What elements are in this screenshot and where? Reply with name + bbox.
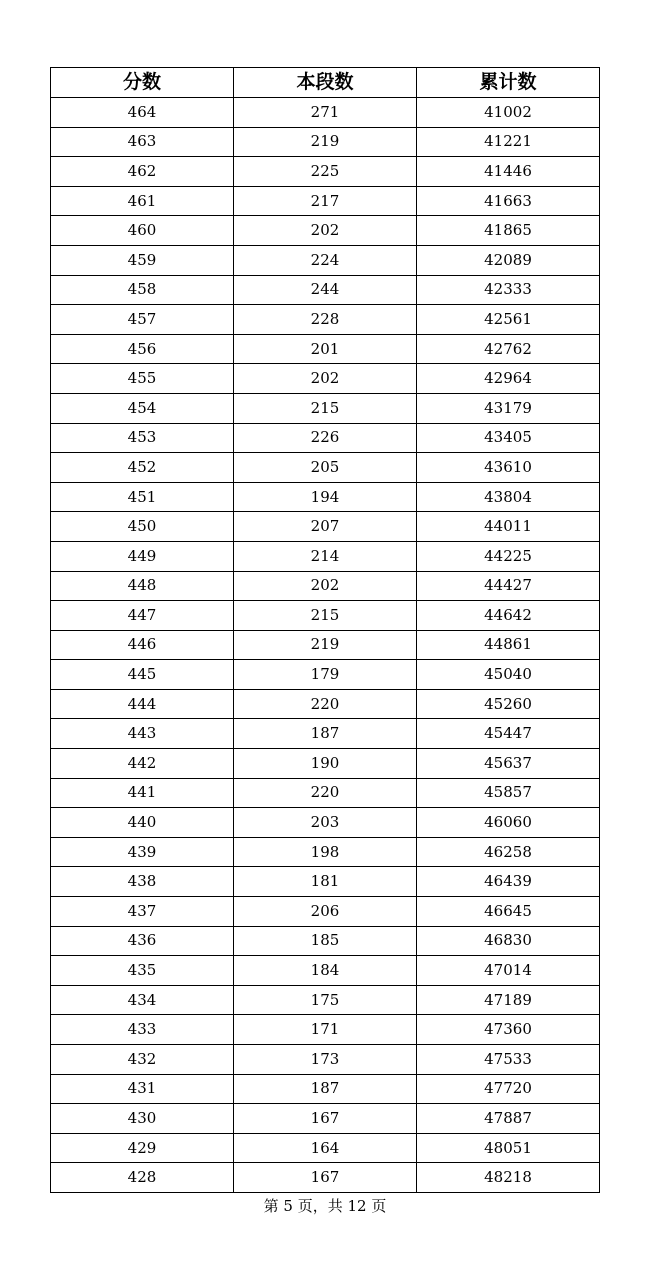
table-row xyxy=(51,186,600,216)
segment-count-cell: 187 xyxy=(234,719,417,749)
cumulative-count-cell: 44011 xyxy=(417,512,600,542)
score-cell: 440 xyxy=(51,808,234,838)
table-row xyxy=(51,1015,600,1045)
segment-count-cell: 214 xyxy=(234,541,417,571)
segment-count-cell: 226 xyxy=(234,423,417,453)
segment-count-cell: 184 xyxy=(234,956,417,986)
table-row xyxy=(51,749,600,779)
table-row xyxy=(51,837,600,867)
header-segment-count: 本段数 xyxy=(234,68,417,98)
table-row xyxy=(51,512,600,542)
segment-count-cell: 201 xyxy=(234,334,417,364)
cumulative-count-cell: 44642 xyxy=(417,601,600,631)
score-cell: 443 xyxy=(51,719,234,749)
score-cell: 461 xyxy=(51,186,234,216)
segment-count-cell: 220 xyxy=(234,689,417,719)
score-cell: 436 xyxy=(51,926,234,956)
table-row xyxy=(51,393,600,423)
table-row xyxy=(51,630,600,660)
table-row xyxy=(51,571,600,601)
table-header xyxy=(51,68,600,98)
cumulative-count-cell: 42333 xyxy=(417,275,600,305)
score-cell: 429 xyxy=(51,1133,234,1163)
table-row xyxy=(51,985,600,1015)
score-cell: 448 xyxy=(51,571,234,601)
table-row xyxy=(51,98,600,128)
cumulative-count-cell: 47360 xyxy=(417,1015,600,1045)
segment-count-cell: 173 xyxy=(234,1045,417,1075)
segment-count-cell: 202 xyxy=(234,364,417,394)
cumulative-count-cell: 48051 xyxy=(417,1133,600,1163)
cumulative-count-cell: 41221 xyxy=(417,127,600,157)
score-cell: 451 xyxy=(51,482,234,512)
table-row xyxy=(51,216,600,246)
score-cell: 446 xyxy=(51,630,234,660)
score-cell: 463 xyxy=(51,127,234,157)
score-cell: 437 xyxy=(51,897,234,927)
segment-count-cell: 190 xyxy=(234,749,417,779)
cumulative-count-cell: 43804 xyxy=(417,482,600,512)
table-row xyxy=(51,956,600,986)
cumulative-count-cell: 46060 xyxy=(417,808,600,838)
cumulative-count-cell: 47189 xyxy=(417,985,600,1015)
segment-count-cell: 202 xyxy=(234,216,417,246)
score-cell: 438 xyxy=(51,867,234,897)
page-number-footer: 第 5 页，共 12 页 xyxy=(263,1197,387,1215)
score-cell: 456 xyxy=(51,334,234,364)
cumulative-count-cell: 41446 xyxy=(417,157,600,187)
score-cell: 431 xyxy=(51,1074,234,1104)
segment-count-cell: 228 xyxy=(234,305,417,335)
score-cell: 449 xyxy=(51,541,234,571)
score-distribution-table xyxy=(50,67,600,1193)
table-row xyxy=(51,778,600,808)
score-cell: 444 xyxy=(51,689,234,719)
cumulative-count-cell: 47887 xyxy=(417,1104,600,1134)
cumulative-count-cell: 42762 xyxy=(417,334,600,364)
segment-count-cell: 179 xyxy=(234,660,417,690)
cumulative-count-cell: 47533 xyxy=(417,1045,600,1075)
segment-count-cell: 167 xyxy=(234,1104,417,1134)
segment-count-cell: 194 xyxy=(234,482,417,512)
score-cell: 442 xyxy=(51,749,234,779)
header-row xyxy=(51,68,600,98)
score-cell: 457 xyxy=(51,305,234,335)
table-row xyxy=(51,1074,600,1104)
score-cell: 441 xyxy=(51,778,234,808)
cumulative-count-cell: 45447 xyxy=(417,719,600,749)
table-row xyxy=(51,1104,600,1134)
score-cell: 450 xyxy=(51,512,234,542)
cumulative-count-cell: 42561 xyxy=(417,305,600,335)
score-cell: 454 xyxy=(51,393,234,423)
segment-count-cell: 171 xyxy=(234,1015,417,1045)
segment-count-cell: 207 xyxy=(234,512,417,542)
table-row xyxy=(51,926,600,956)
score-cell: 433 xyxy=(51,1015,234,1045)
segment-count-cell: 215 xyxy=(234,393,417,423)
segment-count-cell: 224 xyxy=(234,245,417,275)
table-row xyxy=(51,364,600,394)
score-cell: 460 xyxy=(51,216,234,246)
header-cumulative-count: 累计数 xyxy=(417,68,600,98)
score-cell: 435 xyxy=(51,956,234,986)
score-cell: 464 xyxy=(51,98,234,128)
table-row xyxy=(51,245,600,275)
cumulative-count-cell: 43179 xyxy=(417,393,600,423)
table-row xyxy=(51,423,600,453)
score-cell: 459 xyxy=(51,245,234,275)
cumulative-count-cell: 43405 xyxy=(417,423,600,453)
segment-count-cell: 198 xyxy=(234,837,417,867)
table-row xyxy=(51,482,600,512)
cumulative-count-cell: 44861 xyxy=(417,630,600,660)
score-cell: 445 xyxy=(51,660,234,690)
cumulative-count-cell: 46645 xyxy=(417,897,600,927)
table-row xyxy=(51,1045,600,1075)
segment-count-cell: 271 xyxy=(234,98,417,128)
table-row xyxy=(51,453,600,483)
score-cell: 428 xyxy=(51,1163,234,1193)
table-row xyxy=(51,127,600,157)
segment-count-cell: 202 xyxy=(234,571,417,601)
cumulative-count-cell: 47014 xyxy=(417,956,600,986)
score-cell: 453 xyxy=(51,423,234,453)
segment-count-cell: 181 xyxy=(234,867,417,897)
segment-count-cell: 175 xyxy=(234,985,417,1015)
score-cell: 432 xyxy=(51,1045,234,1075)
score-cell: 455 xyxy=(51,364,234,394)
table-row xyxy=(51,541,600,571)
cumulative-count-cell: 48218 xyxy=(417,1163,600,1193)
table-row xyxy=(51,867,600,897)
table-row xyxy=(51,157,600,187)
table-row xyxy=(51,689,600,719)
table-row xyxy=(51,808,600,838)
segment-count-cell: 203 xyxy=(234,808,417,838)
score-cell: 452 xyxy=(51,453,234,483)
cumulative-count-cell: 43610 xyxy=(417,453,600,483)
cumulative-count-cell: 46258 xyxy=(417,837,600,867)
score-cell: 434 xyxy=(51,985,234,1015)
cumulative-count-cell: 46830 xyxy=(417,926,600,956)
segment-count-cell: 219 xyxy=(234,630,417,660)
score-cell: 430 xyxy=(51,1104,234,1134)
table-row xyxy=(51,897,600,927)
segment-count-cell: 215 xyxy=(234,601,417,631)
table-row xyxy=(51,601,600,631)
table-row xyxy=(51,1163,600,1193)
cumulative-count-cell: 41002 xyxy=(417,98,600,128)
segment-count-cell: 217 xyxy=(234,186,417,216)
segment-count-cell: 225 xyxy=(234,157,417,187)
table-row xyxy=(51,719,600,749)
cumulative-count-cell: 45260 xyxy=(417,689,600,719)
score-cell: 458 xyxy=(51,275,234,305)
cumulative-count-cell: 41663 xyxy=(417,186,600,216)
cumulative-count-cell: 42089 xyxy=(417,245,600,275)
segment-count-cell: 219 xyxy=(234,127,417,157)
segment-count-cell: 244 xyxy=(234,275,417,305)
segment-count-cell: 205 xyxy=(234,453,417,483)
cumulative-count-cell: 44225 xyxy=(417,541,600,571)
cumulative-count-cell: 46439 xyxy=(417,867,600,897)
segment-count-cell: 206 xyxy=(234,897,417,927)
table-row xyxy=(51,275,600,305)
segment-count-cell: 164 xyxy=(234,1133,417,1163)
table-row xyxy=(51,305,600,335)
score-cell: 439 xyxy=(51,837,234,867)
cumulative-count-cell: 41865 xyxy=(417,216,600,246)
cumulative-count-cell: 44427 xyxy=(417,571,600,601)
cumulative-count-cell: 42964 xyxy=(417,364,600,394)
segment-count-cell: 167 xyxy=(234,1163,417,1193)
segment-count-cell: 185 xyxy=(234,926,417,956)
header-score: 分数 xyxy=(51,68,234,98)
score-cell: 462 xyxy=(51,157,234,187)
table-body xyxy=(51,98,600,1193)
table-row xyxy=(51,334,600,364)
cumulative-count-cell: 45857 xyxy=(417,778,600,808)
table-row xyxy=(51,1133,600,1163)
cumulative-count-cell: 45637 xyxy=(417,749,600,779)
segment-count-cell: 187 xyxy=(234,1074,417,1104)
score-cell: 447 xyxy=(51,601,234,631)
segment-count-cell: 220 xyxy=(234,778,417,808)
table-row xyxy=(51,660,600,690)
cumulative-count-cell: 45040 xyxy=(417,660,600,690)
cumulative-count-cell: 47720 xyxy=(417,1074,600,1104)
